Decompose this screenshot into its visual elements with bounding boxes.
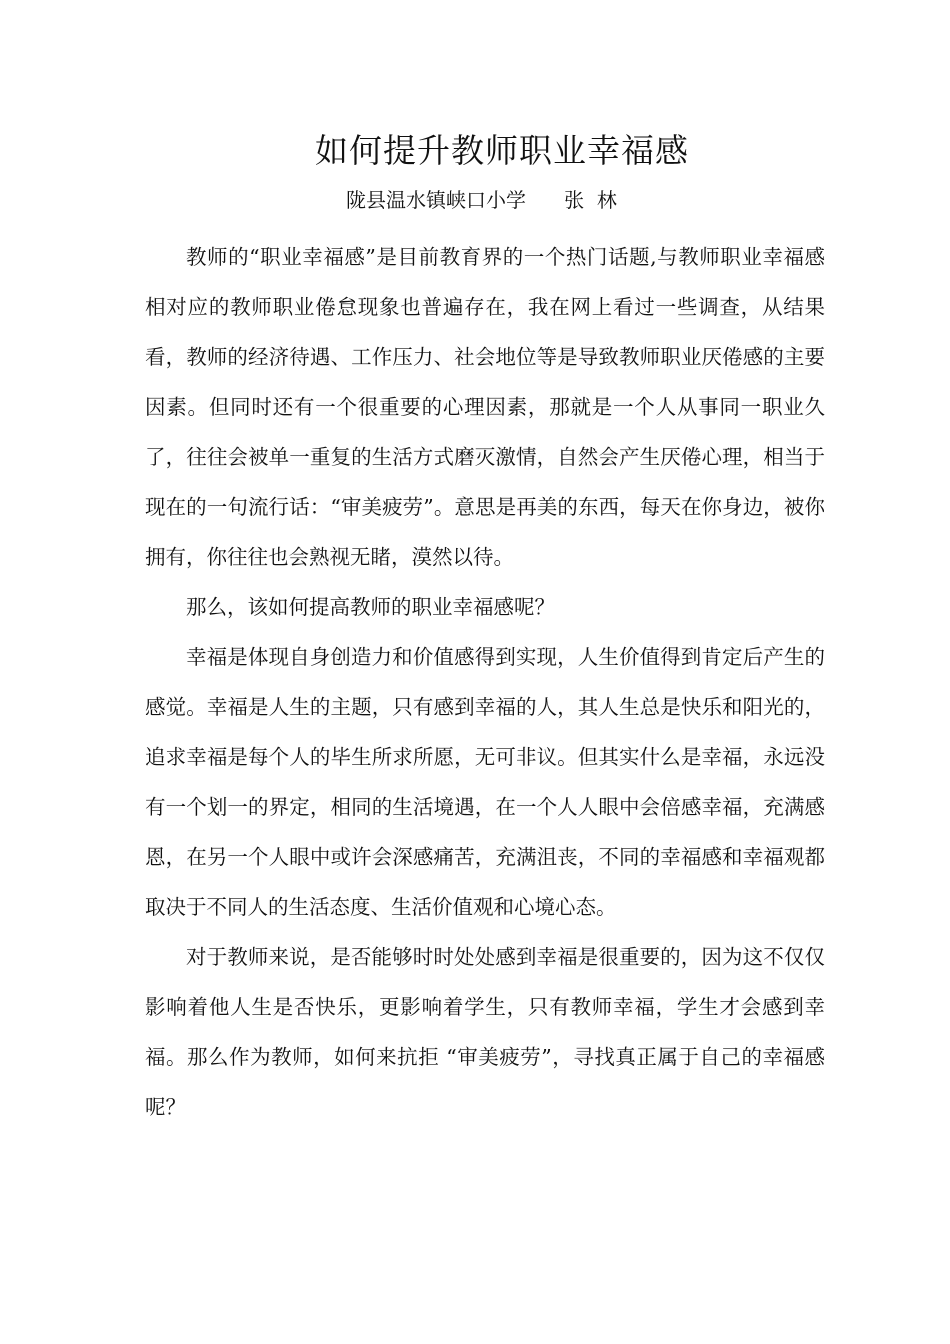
paragraph: 对于教师来说，是否能够时时处处感到幸福是很重要的，因为这不仅仅影响着他人生是否快乐，更影响着学生，只有教师幸福，学生才会感到幸福。那么作为教师，如何来抗拒 “审美疲劳”，寻找真正属于自己的幸福感呢？ bbox=[145, 945, 825, 1119]
paragraph: 那么，该如何提高教师的职业幸福感呢？ bbox=[186, 595, 555, 619]
author-byline: 陇县温水镇峡口小学 张 林 bbox=[346, 188, 617, 212]
document-title: 如何提升教师职业幸福感 bbox=[315, 131, 689, 170]
paragraph: 幸福是体现自身创造力和价值感得到实现，人生价值得到肯定后产生的感觉。幸福是人生的主题，只有感到幸福的人，其人生总是快乐和阳光的，追求幸福是每个人的毕生所求所愿，无可非议。但其实什么是幸福，永远没有一个划一的界定，相同的生活境遇，在一个人人眼中会倍感幸福，充满感恩，在另一个人眼中或许会深感痛苦，充满沮丧，不同的幸福感和幸福观都取决于不同人的生活态度、生活价值观和心境心态。 bbox=[145, 645, 825, 919]
document-body bbox=[145, 232, 825, 1132]
paragraph: 教师的“职业幸福感”是目前教育界的一个热门话题,与教师职业幸福感相对应的教师职业倦怠现象也普遍存在，我在网上看过一些调查，从结果看，教师的经济待遇、工作压力、社会地位等是导致教师职业厌倦感的主要因素。但同时还有一个很重要的心理因素，那就是一个人从事同一职业久了，往往会被单一重复的生活方式磨灭激情，自然会产生厌倦心理，相当于现在的一句流行话：“审美疲劳”。意思是再美的东西，每天在你身边，被你拥有，你往往也会熟视无睹，漠然以待。 bbox=[145, 245, 825, 569]
